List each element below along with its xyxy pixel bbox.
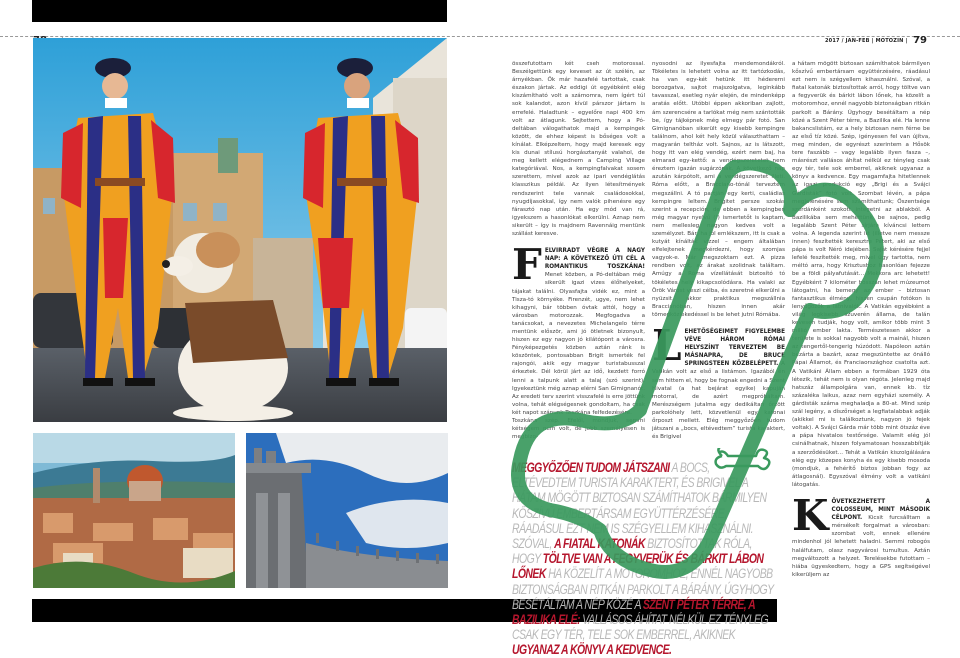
column2-lead <box>652 321 785 441</box>
text-column-1 <box>512 60 645 441</box>
pull-quote-highlight-3: TÖLTVE VAN A FEGYVERÜK ÉS BÁRKIT LÁBON LŐNEK <box>512 551 764 582</box>
drop-cap-k: K <box>792 490 829 540</box>
pull-quote-highlight-4: SZENT PÉTER TÉRRE, A BAZILIKA ELÉ: <box>512 596 755 628</box>
florence-cityscape-photo <box>33 433 235 588</box>
text-column-3 <box>792 60 930 579</box>
right-page-number: 79 <box>913 35 927 46</box>
column2-paragraph-1: nyosodni az ilyesfajta mendemondákról. Tökéletes is lehetett volna az itt tartózkodás, ha van egy-két hetünk itt hédererni borozgatva, sajtot majszolgatva, leginkább tavasszal, esetleg nyár elején, de mindenképp aratás előtt. Utóbbi éppen akkoriban zajlott, ám szerencsére a tarlókat még nem szántották be, így tájképnek még elmegy pár fotó. San Gimignanóban sikerült egy kisebb kempingre találnom, ahol két hely közül választhattam – magyarán teltház volt. Sajnos, az is látszott, hogy itt van elég vendég, ezért nem baj, ha elmarad egy-kettő: a vendégszeretetet nem éreztem igazán sugárzónak. A következő nap azután kárpótolt, ami a vendégszeretet illeti. Róma előtt, a Bracciano-tónál terveztem megszállni. A tó partján egy kerti, családias kempingre leltem. Brigitet persze szokás szerint a recepción, de ebben a kempingben még magyar nyelvű (!) ismertetőt is kaptam, nem mellesleg nagyon kedves volt a személyzet. Bár, ha jól emlékszem, itt is csak a kutyát kínálták vízzel – engem általában elfelejtenek megkérdezni, hogy szomjas vagyok-e. Már megszoktam ezt. A pizza rendben volt, az árakat szolidnak találtam. Amúgy a Róma vízellátását biztosító tó tökéletes hely kikapcsolódásra. Ha valaki az Örök Várost veszi célba, és szeretné elkerülni a nyüzsit, akkor praktikus megszállnia Braccianóban, hiszen innen akár tömegközlekedéssel is be lehet jutni Rómába. <box>652 61 785 318</box>
swiss-guards-with-dog-photo <box>33 38 447 422</box>
pull-quote-text-3: HA KÖZELÍT A MOTOROMHOZ, ENNÉL NAGYOBB BIZTONSÁGBAN RITKÁN PARKOLT A BÁRÁNY. ÚGYHOGY BESÉTÁLTAM A NÉP KÖZÉ A <box>512 566 774 612</box>
pull-quote-text-2: BIZTOSÍTOTTAK RÓLA, HOGY <box>512 536 752 567</box>
column3-lead-caps: ÖVETKEZHETETT A COLOSSEUM, MINT MÁSODIK CÉLPONT. <box>831 498 930 522</box>
column1-paragraph-2: Menet közben, a Pó-deltában még sikerült igazi vizes élőhelyeket, tájakat találni. Olyasfajta vidék ez, mint a Tisza-tó környéke. Firenzét, ugye, nem lehet kihagyni, bár többen óvtak attól, hogy a városban motorozzak. Megfogadva a tanácsokat, a nevezetes Michelangelo térre mentünk először, ami jó ötletnek bizonyult, hiszen ez egy nagyon jó kilátópont a városra. Fényképezgetés közben aztán ránk is köszöntek, pontosabban Brigit ismerték fel rajongói, akik egy magyar turistabusszal érkeztek. Dél körül járt az idő, kezdett forró lenni a talpunk alatt a talaj (szó szerint). Igyekeztünk még aznap elérni San Gimignanót. Az eredeti terv szerint visszafelé is erre jöttünk volna, tehát elégségesnek gondoltam, ha csak két napot szánunk Toszkána felfedezésére. <box>512 272 645 416</box>
column3-paragraph-1: a hátam mögött biztosan számíthatok bármilyen kőszívű embertársam együttérzésére, ráadásul ezt nem is szégyellem kihasználni. Szóval, a fiatal katonák biztosítottak arról, hogy töltve van a fegyverük és bárkit lábon lőnek, ha közelít a motoromhoz, ennél nagyobb biztonságban ritkán parkolt a Bárány. Úgyhogy besétáltam a nép közé a Szent Péter térre, a Bazilika elé. Ha lenne bakancslistám, ez a hely biztosan nem férne be az első tíz közé. Szép, igényesen fel van újítva, meg minden, de egyrészt szerintem a Hősök tere faszább – vagy legalább ilyen fasza –, másrészt vallásos áhítat nélkül ez tényleg csak egy tér, tele sok emberrel, akiknek ugyanaz a könyv a kedvence. Egy magamfajta hitetlennek az igazi produkció egy „Brigi és a Svájci Gárdisták” fotó volt. Szombat lévén, a pápa megjelenésére sem számíthattunk; Őszentsége szerdánként szokott integetni az ablakból. A Bazilikába sem mehettünk be sajnos, pedig legalább Szent Péter sírjára kíváncsi lettem volna. A legenda szerint itt (illetve nem messze innen) feszítették keresztre Pétert, aki az első pápa is volt Néró idejében. Saját kérésére fejjel lefelé feszítették meg, mivel úgy tartotta, nem méltó arra, hogy Krisztushoz hasonlóan fejezze be a földi pályafutását… Mekkora arc lehetett! Egyébként 7 kilométer hosszan lehet múzeumot látogatni, ha bemegy az ember – biztosan fantasztikus élmény, hiszen csupán fotókon is lenyűgözők a látnivalók. A Vatikán egyébként a világ legkisebb szuverén állama, de talán kevesen tudják, hogy volt, amikor több mint 3 millió ember lakta. Természetesen akkor a területe is sokkal nagyobb volt a mainál, hiszen az tengertől-tengerig húzódott. Napóleon aztán bezárta a bazárt, azaz megszüntette az önálló Pápai Államot, és Franciaországhoz csatolta azt. A Vatikáni Állam ebben a formában 1929 óta létezik, tehát nem is olyan régóta. Jelenleg majd hatszáz állampolgára van, ennek kb. tíz százaléka laikus, azaz nem egyházi személy. A gárdisták száma meghaladja a 80-at. Mind szép szál legény, a díszőrséget a legfiatalabbak adják (akikkel mi is találkoztunk, nagyon jó fejek voltak). A Svájci Gárda már több mint ötszáz éve a pápa hivatalos testőrsége. Valamit elég jól csinálhatnak, hiszen folyamatosan hosszabbítják a szerződésüket… Tehát a Vatikán kiszolgálására elég egy közepes konyha és egy kisebb mosoda (mondjuk, a fehérítő biztos jobban fogy az átlagosnál). Egyszóval élmény volt a vatikáni látogatás. <box>792 61 930 488</box>
pull-quote-highlight-5: UGYANAZ A KÖNYV A KEDVENCE. <box>512 642 672 658</box>
right-folio <box>825 28 927 47</box>
text-column-2 <box>652 60 785 441</box>
column1-lead-caps: ELVIRRADT VÉGRE A NAGY NAP: A KÖVETKEZŐ ÚTI CÉL A ROMANTIKUS TOSZKÁNA! <box>544 248 645 271</box>
column3-paragraph-2: Kicsit furcsálltam a mérsékelt forgalmat a városban: szombat volt, ennek ellenére mindenhol jól lehetett haladni. Semmi robogós halálfutam, olasz nagyvárosi tumultus. Aztán megváltozott a helyzet. Terelésekbe futottam – hiába ügyeskedtem, hogy a GPS segítségével kikerüljem az <box>792 515 930 578</box>
colonnade-illustration <box>246 433 448 588</box>
pull-quote <box>512 460 774 658</box>
column3-lead <box>792 490 930 579</box>
column2-lead-caps: EHETŐSÉGEIMET FIGYELEMBE VÉVE HÁROM RÓMAI HELYSZÍNT TERVEZTEM BE MÁSNAPRA, DE BRUCE SPRINGSTEEN KÖZBELÉPETT. <box>684 329 785 368</box>
column1-paragraph-1: összefutottam két cseh motorossal. Beszélgettünk egy keveset az út szélén, az árnyékban. Ők már hazafelé tartottak, csak északon jártak. Az eddigi út egyébként elég kiszámítható volt a számomra, nem ígért túl sok kalandot, azon kívül párszor jártam is errefelé. Haladtunk – egyelőre napi 400 km volt az átlagunk. Sejtettem, hogy a Pó-deltában válogathatok majd a kempingek között, de ehhez képest is bőséges volt a kínálat. Elképzeltem, hogy majd keresek egy kis dunai stílusú horgásztanyát valahol, de meg kellett elégednem a Camping Village kategóriával. Nos, a kempingfalvakat sosem szerettem, mivel azok az ipari vendéglátás klasszikus példái. Az ilyen létesítmények rendszerint tele vannak családosokkal, nyugdíjasokkal, így nem valók pihenésre egy fárasztó nap után. Ha egy mód van rá, igyekszem a hasonlókat elkerülni. Aznap nem sikerült – így is majdnem Ravennáig mentünk szállást keresve. <box>512 61 645 237</box>
top-black-bar <box>32 0 447 22</box>
swiss-guards-illustration <box>33 38 447 422</box>
drop-cap-l: L <box>652 321 682 370</box>
drop-cap-f: F <box>512 240 542 290</box>
pull-quote-highlight-1: MEGGYŐZŐEN TUDOM JÁTSZANI <box>512 460 670 475</box>
column1-lead <box>512 240 645 417</box>
pull-quote-text-4: VALLÁSOS ÁHÍTAT NÉLKÜL EZ TÉNYLEG CSAK EGY TÉR, TELE SOK EMBERREL, AKIKNEK <box>512 612 769 643</box>
column2-paragraph-2: A Vatikán volt az első a listámon. Igazából én sem hittem el, hogy be fognak engedni a Szent Hivatal (a hat bejárat egyike) kapuján motorral, de azért megpróbáltam. Merészségem jutalma egy dedikáltan őrzött parkolóhely lett, közvetlenül egy katonai őrposzt mellett. Elég meggyőzően tudom játszani a „bocs, eltévedtem” turista karaktert, és Brigivel <box>652 361 785 441</box>
st-peters-colonnade-photo <box>246 433 448 588</box>
right-section-label: 2017 / JAN-FEB | MOTOZIN | <box>825 38 908 44</box>
column1-paragraph-3: Toszkána szép. Efelől, mondjuk, semmi kétségem nem volt, de jobb személyesen is megbizo- <box>512 418 645 441</box>
florence-illustration <box>33 433 235 588</box>
pull-quote-highlight-2: A FIATAL KATONÁK <box>554 536 645 552</box>
pull-quote-text-1: A BOCS, ELTÉVEDTEM TURISTA KARAKTERT, ÉS BRIGIVEL A HÁTAM MÖGÖTT BIZTOSAN SZÁMÍTHATOK BÁRMILYEN KŐSZÍVŰ EMBERTÁRSAM EGYÜTTÉRZÉSÉRE, RÁADÁSUL EZT NEM IS SZÉGYELLEM KIHASZNÁLNI. SZÓVAL, <box>512 460 767 552</box>
